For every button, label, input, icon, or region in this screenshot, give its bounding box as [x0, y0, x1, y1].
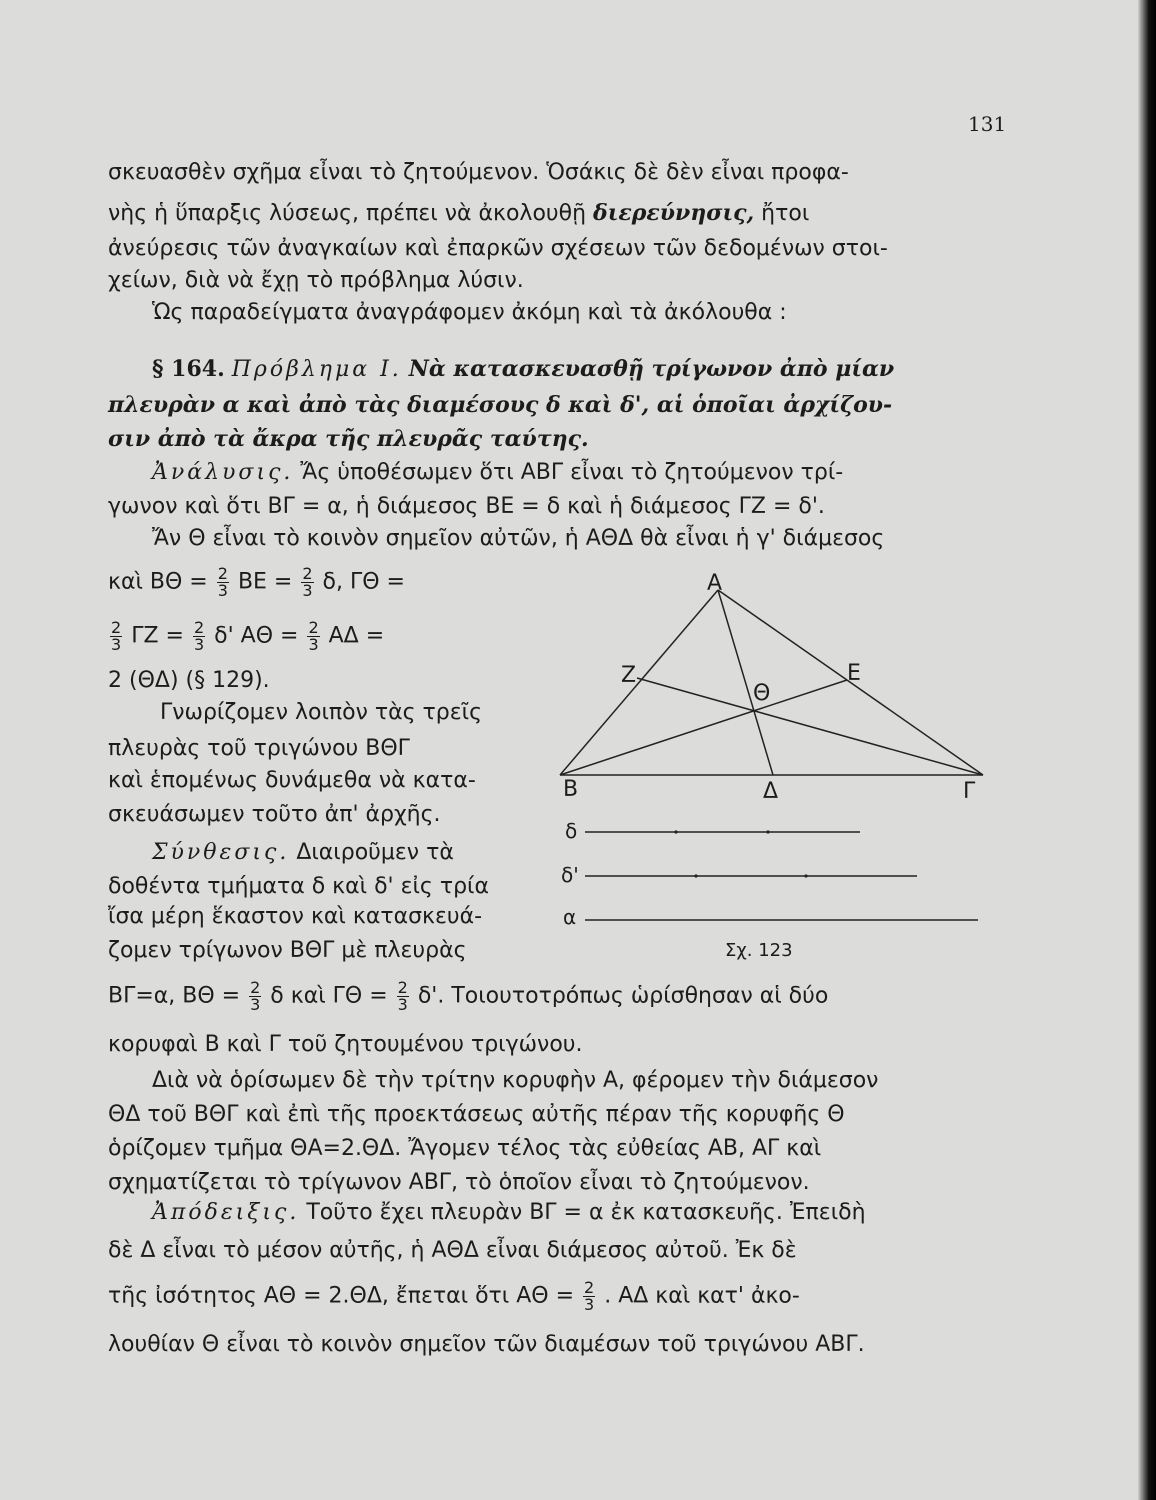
text-line	[152, 1200, 866, 1226]
text-line	[152, 840, 454, 866]
text-span: δ' ΑΘ =	[214, 623, 299, 649]
tick-mark	[694, 874, 697, 877]
fraction-den: 3	[397, 995, 408, 1014]
fraction	[249, 980, 261, 1013]
text-span: ΒΕ =	[237, 569, 293, 595]
text-span: δ'. Τοιουτοτρόπως ὡρίσθησαν αἱ δύο	[417, 983, 829, 1009]
fraction-den: 3	[193, 635, 205, 654]
text-span: ΓΖ =	[131, 623, 184, 649]
text-line: σχηματίζεται τὸ τρίγωνον ΑΒΓ, τὸ ὁποῖον εἶναι τὸ ζητούμενον.	[108, 1170, 810, 1195]
section-number: § 164.	[152, 356, 225, 382]
segment-label-delta: δ	[565, 819, 578, 843]
fraction-num: 2	[217, 564, 228, 583]
fraction	[583, 1280, 595, 1313]
point-label-theta: Θ	[753, 681, 771, 706]
text-line: ὁρίζομεν τμῆμα ΘΑ=2.ΘΔ. Ἄγομεν τέλος τὰς εὐθείας ΑΒ, ΑΓ καὶ	[108, 1136, 822, 1161]
vertex-label-g: Γ	[963, 779, 976, 804]
fraction-den: 3	[217, 581, 228, 600]
point-label-e: Ε	[847, 661, 861, 686]
fraction-num: 2	[250, 978, 261, 997]
fraction-den: 3	[111, 635, 122, 654]
fraction	[397, 980, 409, 1013]
math-line	[108, 620, 384, 653]
fraction	[301, 566, 313, 599]
fraction-den: 3	[308, 635, 319, 654]
text-span: Ἄς ὑποθέσωμεν ὅτι ΑΒΓ εἶναι τὸ ζητούμενον τρί-	[300, 460, 844, 485]
text-line: δοθέντα τμήματα δ καὶ δ' εἰς τρία	[108, 874, 489, 899]
tick-mark	[766, 830, 769, 833]
text-line: 2 (ΘΔ) (§ 129).	[108, 668, 270, 693]
problem-text: πλευρὰν α καὶ ἀπὸ τὰς διαμέσους δ καὶ δ', αἱ ὁποῖαι ἀρχίζου-	[108, 392, 893, 418]
text-span: νὴς ἡ ὕπαρξις λύσεως, πρέπει νὰ ἀκολουθῇ	[108, 201, 594, 226]
fraction	[110, 620, 122, 653]
fraction-num: 2	[584, 1278, 595, 1297]
proof-heading: Ἀπόδειξις.	[152, 1200, 300, 1225]
text-line: λουθίαν Θ εἶναι τὸ κοινὸν σημεῖον τῶν διαμέσων τοῦ τριγώνου ΑΒΓ.	[108, 1332, 865, 1357]
text-span: δ καὶ ΓΘ =	[270, 983, 388, 1009]
fraction-den: 3	[584, 1295, 595, 1314]
text-span: Τοῦτο ἔχει πλευρὰν ΒΓ = α ἐκ κατασκευῆς. Ἐπειδὴ	[306, 1200, 866, 1225]
text-span: Διαιροῦμεν τὰ	[296, 840, 454, 865]
page-number: 131	[968, 112, 1007, 136]
text-line: γωνον καὶ ὅτι ΒΓ = α, ἡ διάμεσος ΒΕ = δ καὶ ἡ διάμεσος ΓΖ = δ'.	[108, 494, 825, 519]
text-line: σκευασθὲν σχῆμα εἶναι τὸ ζητούμενον. Ὁσάκις δὲ δὲν εἶναι προφα-	[108, 160, 849, 185]
text-span: . ΑΔ καὶ κατ' ἀκο-	[604, 1283, 800, 1309]
math-line	[108, 1280, 800, 1313]
text-span: ΑΔ =	[328, 623, 385, 649]
text-line: σκευάσωμεν τοῦτο ἀπ' ἀρχῆς.	[108, 802, 441, 827]
text-line: πλευρὰς τοῦ τριγώνου ΒΘΓ	[108, 736, 410, 761]
math-line	[108, 566, 405, 599]
text-line: καὶ ἑπομένως δυνάμεθα νὰ κατα-	[108, 768, 476, 793]
fraction	[307, 620, 319, 653]
text-line: ἴσα μέρη ἕκαστον καὶ κατασκευά-	[108, 904, 483, 929]
text-span: ΒΓ=α, ΒΘ =	[108, 983, 241, 1009]
text-line: Διὰ νὰ ὁρίσωμεν δὲ τὴν τρίτην κορυφὴν Α, φέρομεν τὴν διάμεσον	[152, 1068, 879, 1093]
point-label-z: Ζ	[621, 663, 637, 688]
problem-label: Πρόβλημα I.	[231, 357, 402, 382]
text-line: χείων, διὰ νὰ ἔχῃ τὸ πρόβλημα λύσιν.	[108, 268, 524, 293]
text-line: ζομεν τρίγωνον ΒΘΓ μὲ πλευρὰς	[108, 938, 467, 963]
text-line: Ἄν Θ εἶναι τὸ κοινὸν σημεῖον αὐτῶν, ἡ ΑΘΔ θὰ εἶναι ἡ γ' διάμεσος	[152, 526, 885, 551]
text-line	[152, 460, 843, 486]
tick-mark	[674, 830, 677, 833]
fraction-den: 3	[302, 581, 313, 600]
text-line: δὲ Δ εἶναι τὸ μέσον αὐτῆς, ἡ ΑΘΔ εἶναι διάμεσος αὐτοῦ. Ἐκ δὲ	[108, 1238, 797, 1263]
problem-text: σιν ἀπὸ τὰ ἄκρα τῆς πλευρᾶς ταύτης.	[108, 426, 589, 452]
math-line	[108, 980, 828, 1013]
fraction-num: 2	[308, 618, 319, 637]
text-span: ἤτοι	[754, 201, 810, 226]
vertex-label-a: Α	[707, 571, 723, 596]
triangle-figure	[535, 570, 995, 970]
vertex-label-b: Β	[563, 777, 579, 802]
fraction-num: 2	[193, 618, 205, 637]
text-line: Γνωρίζομεν λοιπὸν τὰς τρεῖς	[160, 700, 482, 725]
emphasis-term: διερεύνησις,	[593, 200, 755, 226]
text-span: τῆς ἰσότητος ΑΘ = 2.ΘΔ, ἔπεται ὅτι ΑΘ =	[108, 1283, 575, 1309]
point-label-delta: Δ	[763, 779, 779, 804]
figure-caption: Σχ. 123	[725, 940, 793, 961]
analysis-heading: Ἀνάλυσις.	[152, 460, 294, 485]
side-ab	[560, 590, 718, 775]
text-line: κορυφαὶ Β καὶ Γ τοῦ ζητουμένου τριγώνου.	[108, 1032, 583, 1057]
text-line: ΘΔ τοῦ ΒΘΓ καὶ ἐπὶ τῆς προεκτάσεως αὐτῆς πέραν τῆς κορυφῆς Θ	[108, 1102, 845, 1127]
text-line	[108, 200, 809, 227]
segment-label-delta-prime: δ'	[561, 863, 579, 887]
text-span: καὶ ΒΘ =	[108, 569, 208, 595]
fraction-num: 2	[111, 618, 122, 637]
fraction-num: 2	[397, 978, 408, 997]
fraction-num: 2	[302, 564, 313, 583]
segment-label-alpha: α	[563, 905, 577, 929]
fraction	[193, 620, 205, 653]
text-span: δ, ΓΘ =	[322, 569, 405, 595]
fraction-den: 3	[250, 995, 261, 1014]
problem-text: Νὰ κατασκευασθῇ τρίγωνον ἀπὸ μίαν	[408, 356, 895, 382]
fraction	[217, 566, 229, 599]
text-line: ἀνεύρεσις τῶν ἀναγκαίων καὶ ἐπαρκῶν σχέσεων τῶν δεδομένων στοι-	[108, 236, 888, 261]
tick-mark	[804, 874, 807, 877]
page-edge	[1138, 0, 1156, 1500]
median-be	[560, 680, 847, 775]
text-line: Ὡς παραδείγματα ἀναγράφομεν ἀκόμη καὶ τὰ ἀκόλουθα :	[152, 300, 787, 325]
problem-title	[152, 356, 894, 383]
synthesis-heading: Σύνθεσις.	[152, 840, 290, 865]
